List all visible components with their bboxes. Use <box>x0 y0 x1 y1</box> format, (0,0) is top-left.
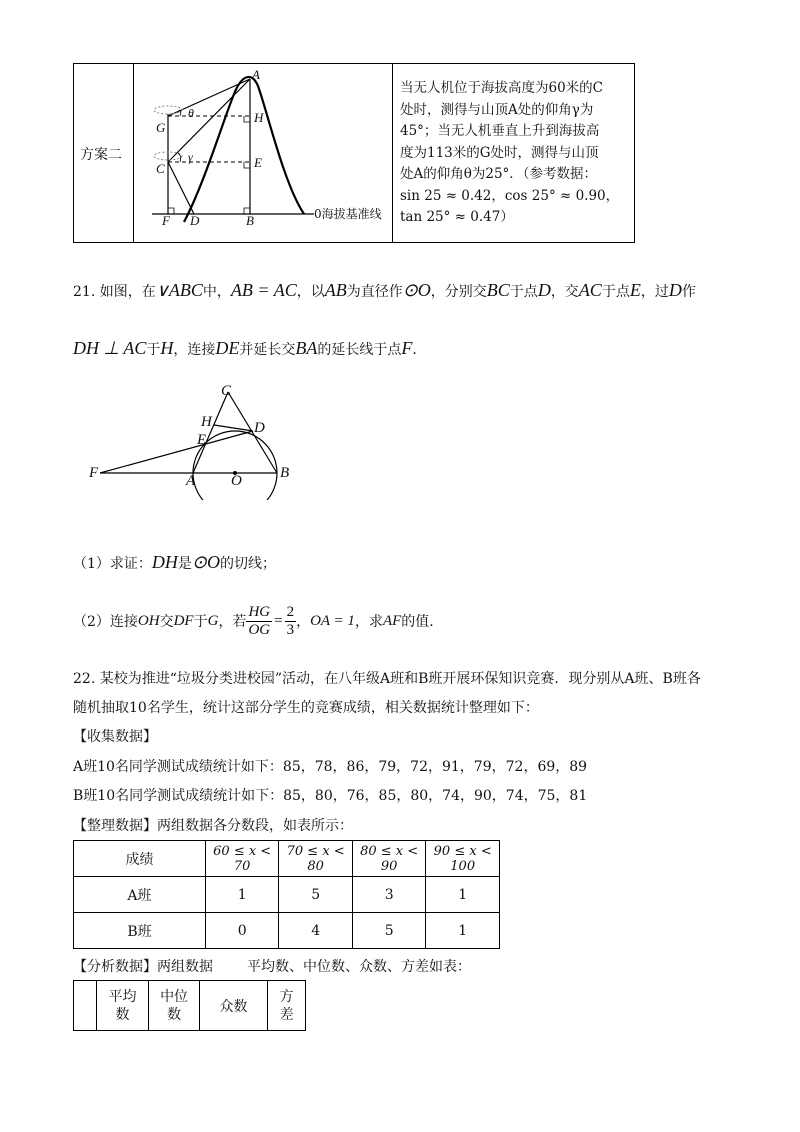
plan-divider-2 <box>392 64 393 242</box>
plan-desc-line: 处A的仰角θ为25°．（参考数据： <box>400 166 598 182</box>
table-header-cell: 中位 数 <box>149 981 200 1031</box>
statistics-table <box>73 980 306 1031</box>
table-header-cell: 60 ≤ x < 70 <box>205 841 278 877</box>
fraction-2-3: $\frac{2}{3}$ <box>286 603 295 638</box>
table-header-row <box>74 841 500 877</box>
table-cell: 1 <box>205 877 278 913</box>
q21-sub2: （2）连接 OH 交 DF 于 G ，若 $\frac{HG}{OG}$ = $\frac{2}{3}$ ， OA = 1 ，求 AF 的值. <box>73 603 434 638</box>
fig-label-H: H <box>254 110 264 125</box>
plan-desc-line: 45°；当无人机垂直上升到海拔高 <box>400 123 600 139</box>
collect-heading: 【收集数据】 <box>73 729 157 745</box>
analyze-heading: 【分析数据】两组数据 平均数、中位数、众数、方差如表： <box>73 959 471 975</box>
fig21-label-A: A <box>186 473 196 489</box>
table-header-cell: 80 ≤ x < 90 <box>352 841 425 877</box>
table-cell: 5 <box>279 877 352 913</box>
plan-description <box>400 78 619 229</box>
table-header-cell: 90 ≤ x < 100 <box>426 841 500 877</box>
fig-label-E: E <box>254 155 262 170</box>
organize-heading: 【整理数据】两组数据各分数段，如表所示： <box>73 818 353 834</box>
fig-label-F: F <box>162 213 170 228</box>
fig-label-B: B <box>246 213 254 228</box>
table-header-cell <box>74 981 97 1031</box>
plan-desc-line: 度为113米的G处时，测得与山顶 <box>400 144 599 161</box>
fraction-hg-og: $\frac{HG}{OG}$ <box>248 603 271 638</box>
table-cell: 4 <box>279 913 352 949</box>
fig21-label-D: D <box>254 420 265 436</box>
fig21-label-E: E <box>197 432 207 448</box>
a-class-scores: A班10名同学测试成绩统计如下：85，78，86，79，72，91，79，72，69，89 <box>73 759 588 775</box>
q21-sub1: （1）求证：DH是⊙O的切线； <box>73 552 277 572</box>
table-header-row <box>74 981 306 1031</box>
table-cell: 3 <box>352 877 425 913</box>
table-header-cell: 成绩 <box>74 841 206 877</box>
fig21-label-B: B <box>280 465 290 481</box>
q21-line1: 21. 如图，在∨ABC中，AB = AC，以AB为直径作⊙O，分别交BC于点D，交AC于点E，过D作 <box>73 280 696 300</box>
score-distribution-table <box>73 840 500 949</box>
plan-label: 方案二 <box>80 147 122 163</box>
q22-intro-line1: 22. 某校为推进“垃圾分类进校园”活动，在八年级A班和B班开展环保知识竞赛．现分别从A班、B班各 <box>73 671 701 687</box>
plan-desc-line: tan 25° ≈ 0.47） <box>400 209 514 225</box>
table-row <box>74 877 500 913</box>
q21-line2: DH ⊥ AC于H，连接DE并延长交BA的延长线于点F． <box>73 338 427 358</box>
plan-desc-line: 处时，测得与山顶A处的仰角γ为 <box>400 101 594 118</box>
fig-label-gamma: γ <box>188 150 193 164</box>
plan-table <box>73 63 635 243</box>
table-cell: 0 <box>205 913 278 949</box>
table-cell: 5 <box>352 913 425 949</box>
table-cell: B班 <box>74 913 206 949</box>
table-header-cell: 平均 数 <box>96 981 149 1031</box>
table-header-cell: 众数 <box>199 981 267 1031</box>
fig21-label-H: H <box>201 414 212 430</box>
q22-intro-line2: 随机抽取10名学生，统计这部分学生的竞赛成绩，相关数据统计整理如下： <box>73 700 539 716</box>
fig-label-A: A <box>252 67 260 82</box>
fig21-label-C: C <box>221 383 232 399</box>
fig-label-C: C <box>156 161 165 176</box>
plan-desc-line: 当无人机位于海拔高度为60米的C <box>400 80 604 96</box>
table-cell: A班 <box>74 877 206 913</box>
table-cell: 1 <box>426 877 500 913</box>
fig21-label-O: O <box>231 473 242 489</box>
table-header-cell: 方 差 <box>268 981 306 1031</box>
fig-label-G: G <box>156 120 166 135</box>
table-header-cell: 70 ≤ x < 80 <box>279 841 352 877</box>
b-class-scores: B班10名同学测试成绩统计如下：85，80，76，85，80，74，90，74，75，81 <box>73 788 588 804</box>
plan-desc-line: sin 25 ≈ 0.42，cos 25° ≈ 0.90， <box>400 187 620 204</box>
fig-label-theta: θ <box>188 106 194 120</box>
table-cell: 1 <box>426 913 500 949</box>
fig-label-D: D <box>190 213 200 228</box>
fig21-label-F: F <box>89 465 99 481</box>
table-row <box>74 913 500 949</box>
fig-baseline-label: 0海拔基准线 <box>314 207 382 221</box>
